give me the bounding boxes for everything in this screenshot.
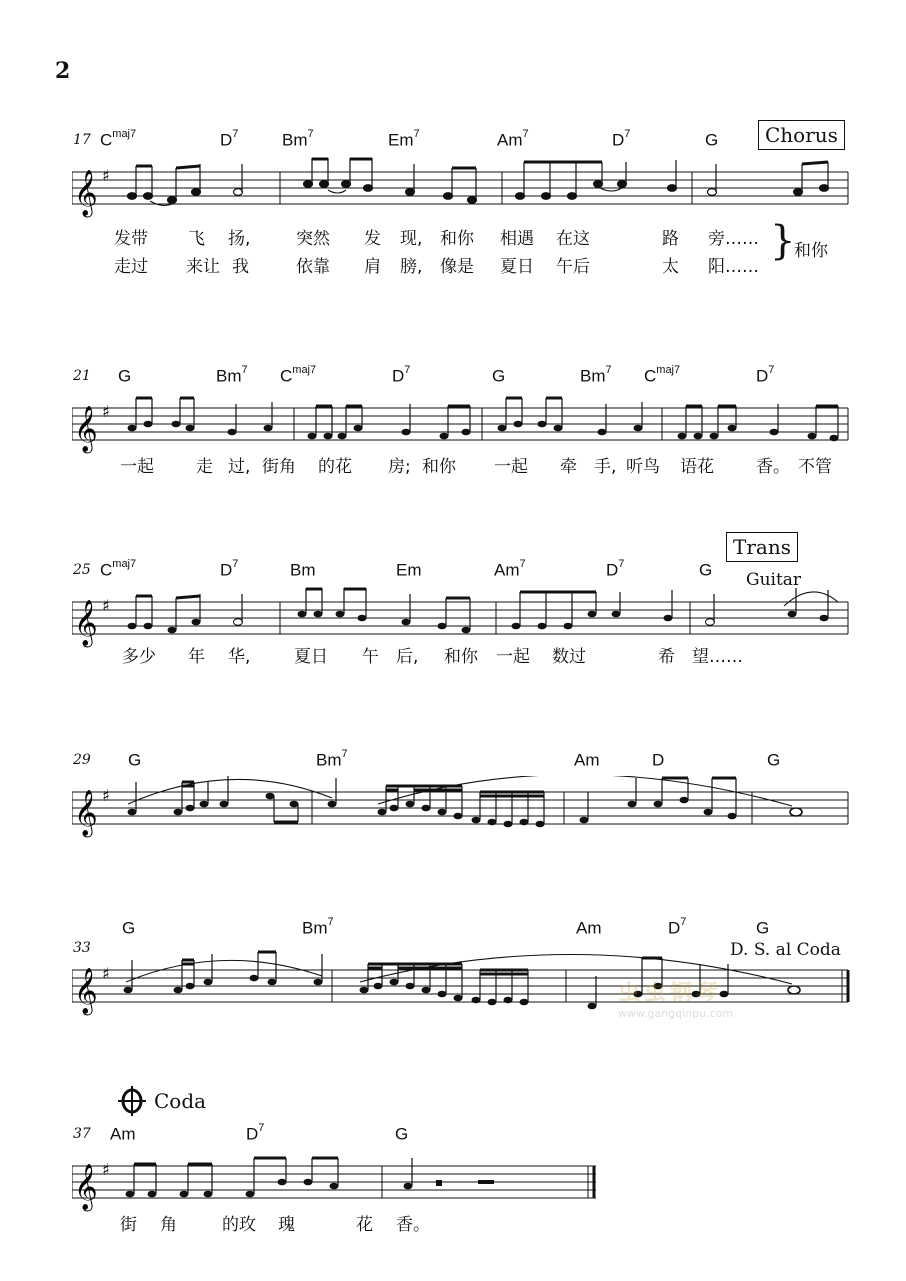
chord: G (705, 130, 719, 150)
chord: Bm$^7$ (316, 748, 348, 770)
chord: Bm (290, 560, 316, 580)
lyric: 发带 (114, 229, 148, 249)
sharp-icon: ♯ (102, 596, 110, 615)
lyric: 后, (396, 647, 419, 667)
watermark-title: 虫虫钢琴 (618, 981, 723, 1006)
lyric: 香。 (396, 1215, 430, 1235)
system-5 (0, 916, 906, 1074)
lyric: 飞 (188, 229, 205, 249)
staff (72, 776, 852, 846)
chord: $D^7$ (246, 1122, 265, 1144)
measure-number: 21 (73, 368, 91, 384)
section-chorus-label: Chorus (758, 120, 845, 150)
coda-label (118, 1086, 206, 1116)
lyric: 夏日 (500, 257, 534, 277)
treble-clef-icon: 𝄞 (74, 790, 98, 836)
lyric: 依靠 (296, 257, 330, 277)
chord: $D^7$ (392, 364, 411, 386)
lyric: 在这 (556, 229, 590, 249)
measure-number: 33 (73, 940, 91, 956)
lyric: 多少 (122, 647, 156, 667)
rest-icon (436, 1180, 442, 1186)
lyric: 阳…… (708, 257, 759, 277)
chord: D (652, 750, 665, 770)
lyric: 房; (388, 457, 411, 477)
chord: $D^7$ (606, 558, 625, 580)
lyric: 花 (356, 1215, 373, 1235)
sharp-icon: ♯ (102, 166, 110, 185)
chord: Bm$^7$ (580, 364, 612, 386)
chord: Am$^7$ (494, 558, 526, 580)
treble-clef-icon: 𝄞 (74, 1164, 98, 1210)
chord: $C^{maj7}$ (100, 558, 137, 580)
chord: Am (110, 1124, 136, 1144)
measure-number: 25 (73, 562, 91, 578)
lyric: 望…… (692, 647, 743, 667)
sharp-icon: ♯ (102, 1160, 110, 1179)
lyric: 希 (658, 647, 675, 667)
lyric: 我 (232, 257, 249, 277)
chord: Am$^7$ (497, 128, 529, 150)
system-4 (0, 748, 906, 906)
measure-number: 37 (73, 1126, 91, 1142)
coda-text: Coda (154, 1089, 207, 1113)
chord: Em$^7$ (388, 128, 420, 150)
brace-lyric: 和你 (794, 241, 828, 261)
lyric: 扬, (228, 229, 251, 249)
chord: Em (396, 560, 422, 580)
lyric: 的玫 (222, 1215, 256, 1235)
lyric: 走过 (114, 257, 148, 277)
treble-clef-icon: 𝄞 (74, 968, 98, 1014)
chord: G (122, 918, 136, 938)
chord: Bm$^7$ (216, 364, 248, 386)
guitar-label: Guitar (746, 570, 802, 590)
chord: $D^7$ (220, 128, 239, 150)
chord: $D^7$ (612, 128, 631, 150)
lyric: 太 (662, 257, 679, 277)
lyric: 膀, (400, 257, 423, 277)
lyric: 一起 (494, 457, 528, 477)
chord: G (395, 1124, 409, 1144)
lyric: 突然 (296, 229, 330, 249)
ds-al-coda-label: D. S. al Coda (730, 940, 841, 960)
lyric: 相遇 (500, 229, 534, 249)
treble-clef-icon: 𝄞 (74, 170, 98, 216)
half-rest-icon (478, 1180, 494, 1184)
lyric: 现, (400, 229, 423, 249)
chord: $D^7$ (668, 916, 687, 938)
treble-clef-icon: 𝄞 (74, 406, 98, 452)
chord: G (492, 366, 506, 386)
chord: $D^7$ (756, 364, 775, 386)
system-1 (0, 123, 906, 286)
lyric: 听鸟 (626, 457, 660, 477)
staff (72, 392, 852, 462)
sharp-icon: ♯ (102, 964, 110, 983)
page-number: 2 (55, 58, 71, 84)
chord: Am (574, 750, 600, 770)
section-trans-label: Trans (726, 532, 798, 562)
lyric: 和你 (422, 457, 456, 477)
lyric: 夏日 (294, 647, 328, 667)
lyric: 和你 (444, 647, 478, 667)
chord: $C^{maj7}$ (644, 364, 681, 386)
brace-icon: } (770, 218, 796, 264)
lyric: 发 (364, 229, 381, 249)
chord: G (699, 560, 713, 580)
chord: G (767, 750, 781, 770)
chord: G (128, 750, 142, 770)
staff (72, 950, 852, 1040)
lyric: 街 (120, 1215, 137, 1235)
lyric: 语花 (680, 457, 714, 477)
sharp-icon: ♯ (102, 402, 110, 421)
system-2 (0, 364, 906, 522)
lyric: 牵 (560, 457, 577, 477)
measure-number: 17 (73, 132, 91, 148)
lyric: 一起 (496, 647, 530, 667)
measure-number: 29 (73, 752, 91, 768)
lyric: 角 (160, 1215, 177, 1235)
lyric: 路 (662, 229, 679, 249)
chord: Bm$^7$ (302, 916, 334, 938)
chord: $C^{maj7}$ (100, 128, 137, 150)
lyric: 像是 (440, 257, 474, 277)
lyric: 华, (228, 647, 251, 667)
lyric: 来让 (186, 257, 220, 277)
staff (72, 1150, 602, 1220)
watermark (618, 976, 733, 1020)
lyric: 一起 (120, 457, 154, 477)
lyric: 肩 (364, 257, 381, 277)
chord: G (756, 918, 770, 938)
lyric: 午后 (556, 257, 590, 277)
coda-icon (118, 1086, 146, 1116)
lyric: 数过 (552, 647, 586, 667)
chord: $C^{maj7}$ (280, 364, 317, 386)
lyric: 和你 (440, 229, 474, 249)
lyric: 香。 (756, 457, 790, 477)
system-6 (0, 1122, 906, 1280)
lyric: 过, (228, 457, 251, 477)
lyric: 旁…… (708, 229, 759, 249)
staff (72, 156, 852, 226)
chord: $D^7$ (220, 558, 239, 580)
chord: Am (576, 918, 602, 938)
lyric: 午 (362, 647, 379, 667)
lyric: 年 (188, 647, 205, 667)
treble-clef-icon: 𝄞 (74, 600, 98, 646)
lyric: 不管 (798, 457, 832, 477)
chord: G (118, 366, 132, 386)
lyric: 手, (594, 457, 617, 477)
sharp-icon: ♯ (102, 786, 110, 805)
lyric: 走 (196, 457, 213, 477)
watermark-url: www.gangqinpu.com (618, 1007, 734, 1020)
system-3 (0, 535, 906, 716)
lyric: 街角 (262, 457, 296, 477)
chord: Bm$^7$ (282, 128, 314, 150)
lyric: 的花 (318, 457, 352, 477)
lyric: 瑰 (278, 1215, 295, 1235)
